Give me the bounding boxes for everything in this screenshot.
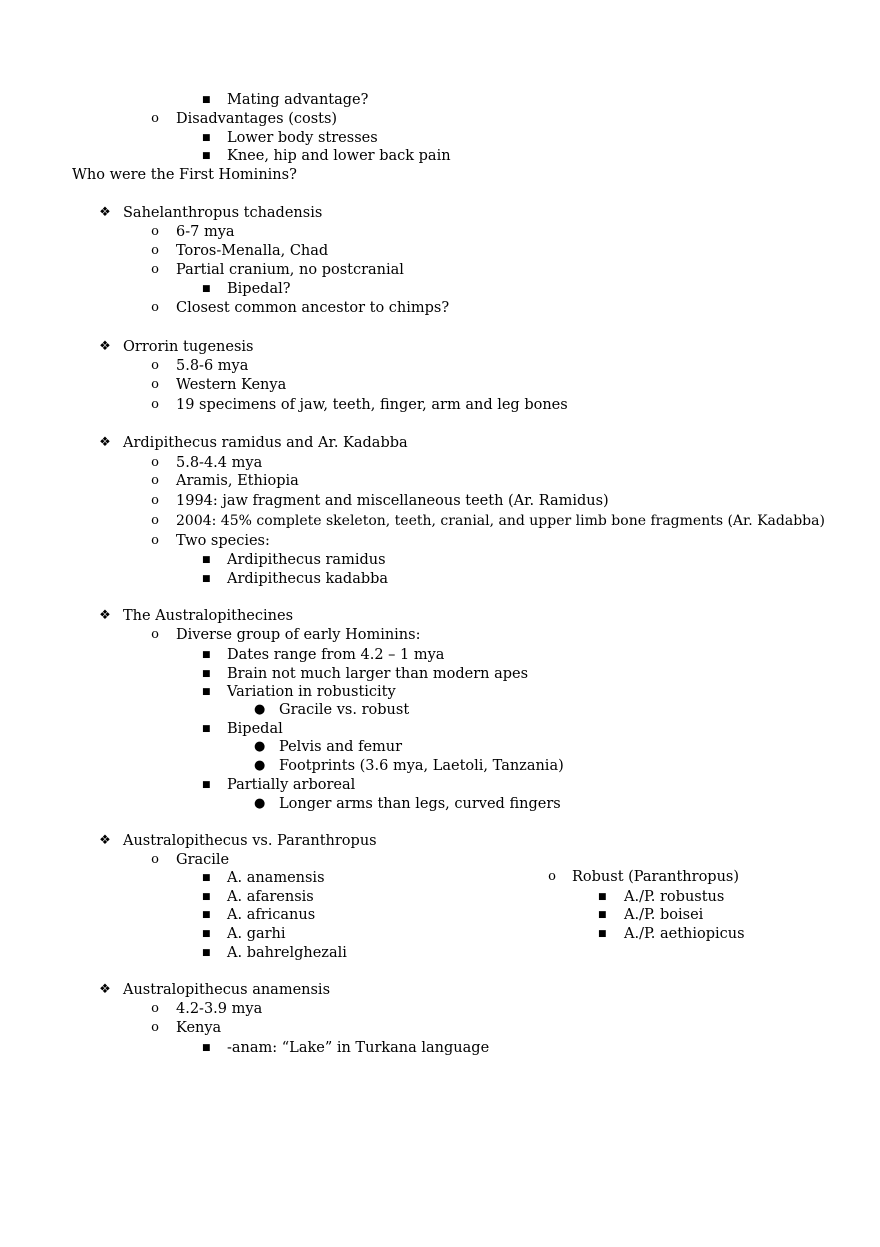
square-bullet-icon: ■ xyxy=(202,1043,211,1053)
diamond-bullet-icon: ❖ xyxy=(99,339,111,354)
square-bullet-icon: ■ xyxy=(202,948,211,958)
circle-bullet-icon: o xyxy=(151,111,159,126)
circle-bullet-icon: o xyxy=(151,1020,159,1035)
square-bullet-icon: ■ xyxy=(598,892,607,902)
diamond-bullet-icon: ❖ xyxy=(99,608,111,623)
square-bullet-icon: ■ xyxy=(598,929,607,939)
circle-bullet-icon: o xyxy=(151,224,159,239)
dot-bullet-icon: ● xyxy=(254,758,266,773)
square-bullet-icon: ■ xyxy=(202,95,211,105)
circle-bullet-icon: o xyxy=(151,397,159,412)
circle-bullet-icon: o xyxy=(151,533,159,548)
square-bullet-icon: ■ xyxy=(202,873,211,883)
square-bullet-icon: ■ xyxy=(598,910,607,920)
circle-bullet-icon: o xyxy=(151,627,159,642)
diamond-bullet-icon: ❖ xyxy=(99,205,111,220)
diamond-bullet-icon: ❖ xyxy=(99,982,111,997)
square-bullet-icon: ■ xyxy=(202,574,211,584)
square-bullet-icon: ■ xyxy=(202,669,211,679)
circle-bullet-icon: o xyxy=(151,262,159,277)
circle-bullet-icon: o xyxy=(151,1001,159,1016)
circle-bullet-icon: o xyxy=(548,869,556,884)
square-bullet-icon: ■ xyxy=(202,650,211,660)
circle-bullet-icon: o xyxy=(151,377,159,392)
square-bullet-icon: ■ xyxy=(202,133,211,143)
square-bullet-icon: ■ xyxy=(202,687,211,697)
circle-bullet-icon: o xyxy=(151,455,159,470)
circle-bullet-icon: o xyxy=(151,852,159,867)
square-bullet-icon: ■ xyxy=(202,910,211,920)
square-bullet-icon: ■ xyxy=(202,892,211,902)
square-bullet-icon: ■ xyxy=(202,151,211,161)
dot-bullet-icon: ● xyxy=(254,796,266,811)
dot-bullet-icon: ● xyxy=(254,702,266,717)
square-bullet-icon: ■ xyxy=(202,284,211,294)
circle-bullet-icon: o xyxy=(151,358,159,373)
circle-bullet-icon: o xyxy=(151,243,159,258)
diamond-bullet-icon: ❖ xyxy=(99,833,111,848)
dot-bullet-icon: ● xyxy=(254,739,266,754)
square-bullet-icon: ■ xyxy=(202,929,211,939)
circle-bullet-icon: o xyxy=(151,300,159,315)
circle-bullet-icon: o xyxy=(151,513,159,528)
circle-bullet-icon: o xyxy=(151,473,159,488)
square-bullet-icon: ■ xyxy=(202,780,211,790)
circle-bullet-icon: o xyxy=(151,493,159,508)
square-bullet-icon: ■ xyxy=(202,555,211,565)
diamond-bullet-icon: ❖ xyxy=(99,435,111,450)
square-bullet-icon: ■ xyxy=(202,724,211,734)
